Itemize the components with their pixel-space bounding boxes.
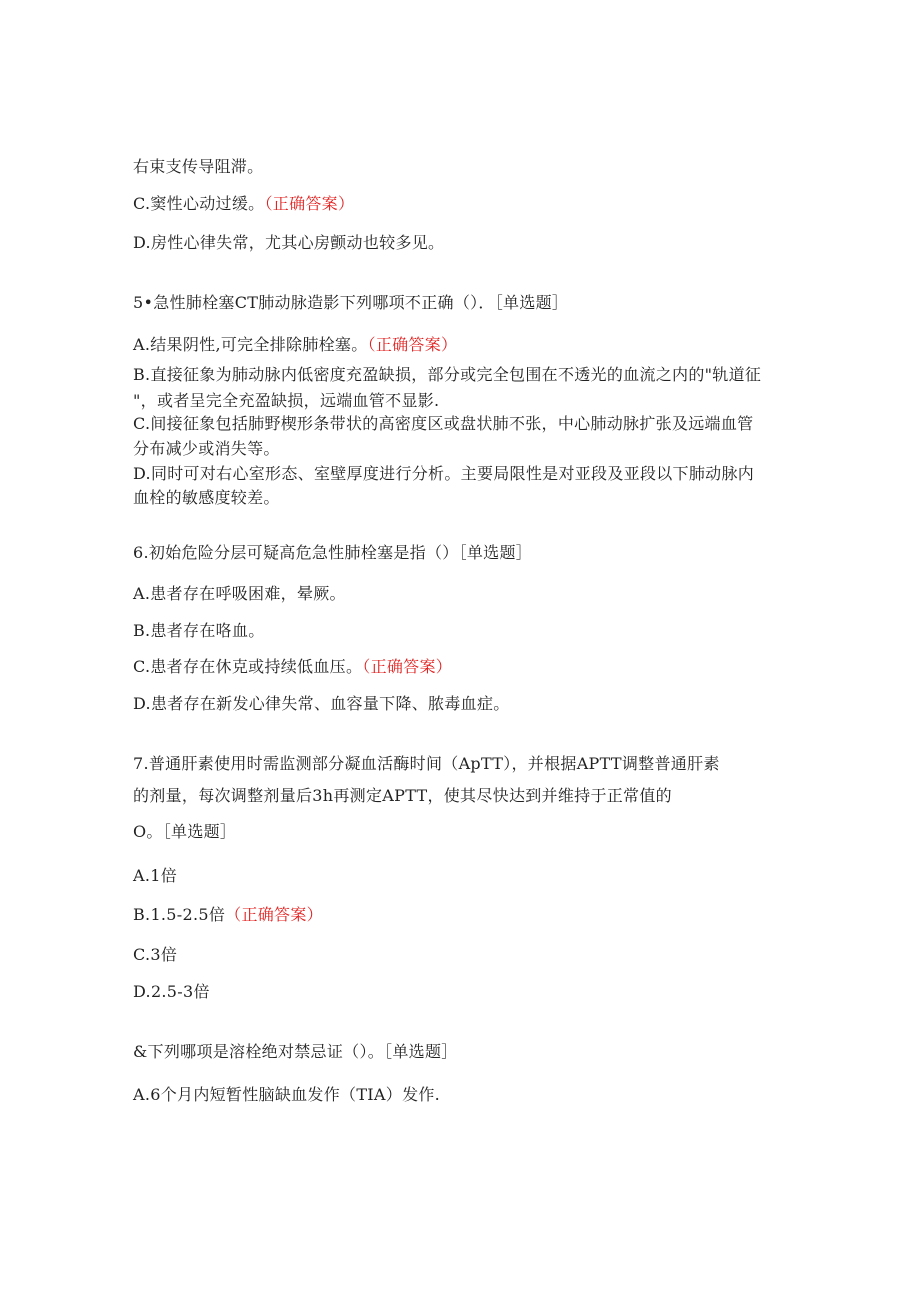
option-line: B.1.5-2.5倍（正确答案） [133,905,323,924]
correct-answer-mark: （正确答案） [367,335,458,354]
option-line: A.1倍 [133,866,178,885]
option-line: A.患者存在呼吸困难，晕厥。 [133,584,346,603]
correct-answer-mark: （正确答案） [225,905,323,924]
option-line: C.患者存在休克或持续低血压。（正确答案） [133,657,453,676]
option-line: 右束支传导阻滞。 [133,157,264,176]
question-line: 的剂量，每次调整剂量后3h再测定APTT，使其尽快达到并维持于正常值的 [133,786,672,805]
question-line: 7.普通肝素使用时需监测部分凝血活酶时间（ApTT），并根据APTT调整普通肝素 [133,754,720,773]
option-line: "，或者呈完全充盈缺损，远端血管不显影. [133,391,440,410]
option-line: D.2.5-3倍 [133,982,210,1001]
option-line: 分布减少或消失等。 [133,439,280,458]
question-line: O。［单选题］ [133,822,237,841]
question-line: 5•急性肺栓塞CT肺动脉造影下列哪项不正确（）．［单选题］ [133,293,569,312]
option-line: D.房性心律失常，尤其心房颤动也较多见。 [133,233,445,252]
option-line: C.3倍 [133,945,178,964]
option-line: A.6个月内短暂性脑缺血发作（TIA）发作. [133,1085,441,1104]
option-line: 血栓的敏感度较差。 [133,488,280,507]
option-line: C.间接征象包括肺野楔形条带状的高密度区或盘状肺不张，中心肺动脉扩张及远端血管 [133,414,754,433]
question-line: &下列哪项是溶栓绝对禁忌证（）。［单选题］ [133,1042,458,1061]
option-line: B.患者存在咯血。 [133,621,265,640]
correct-answer-mark: （正确答案） [362,657,453,676]
option-line: B.直接征象为肺动脉内低密度充盈缺损，部分或完全包围在不透光的血流之内的"轨道征 [133,365,762,384]
option-line: D.患者存在新发心律失常、血容量下降、脓毒血症。 [133,694,510,713]
correct-answer-mark: （正确答案） [264,194,355,213]
question-line: 6.初始危险分层可疑高危急性肺栓塞是指（）［单选题］ [133,543,533,562]
option-line: C.窦性心动过缓。（正确答案） [133,194,355,213]
option-line: A.结果阴性,可完全排除肺栓塞。（正确答案） [133,335,458,354]
option-line: D.同时可对右心室形态、室壁厚度进行分析。主要局限性是对亚段及亚段以下肺动脉内 [133,464,755,483]
